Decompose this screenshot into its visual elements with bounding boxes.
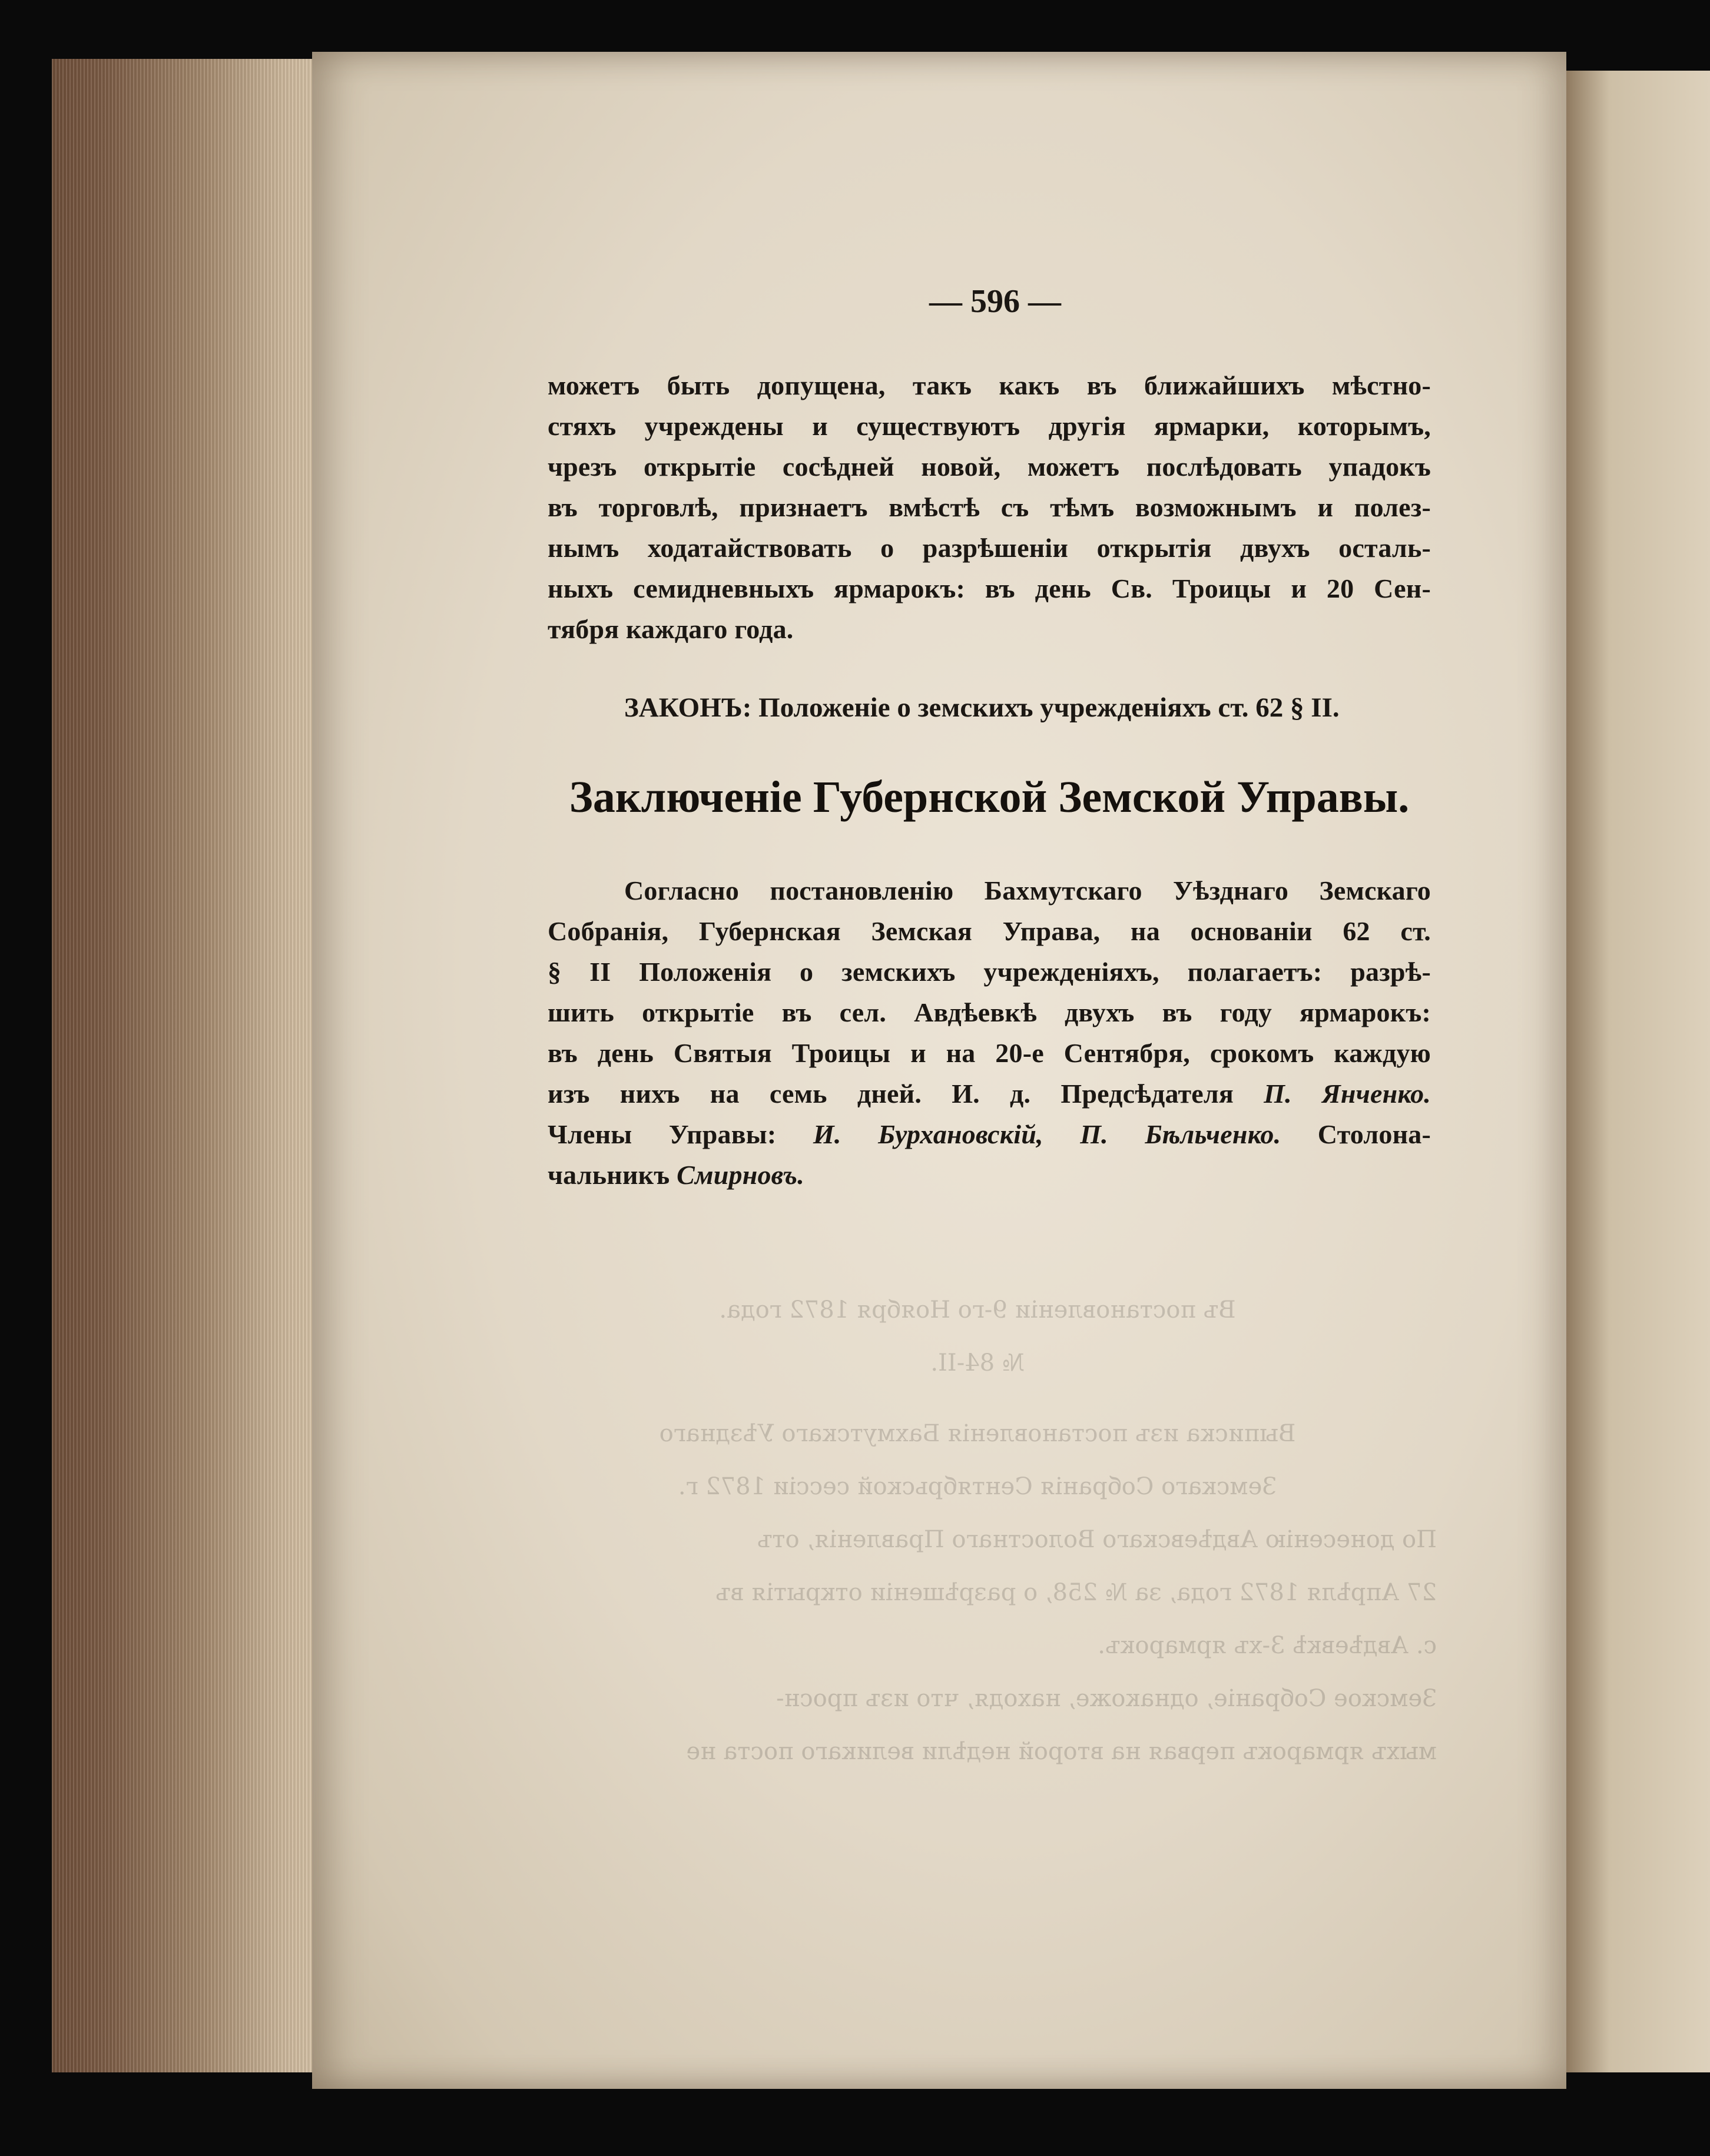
law-reference: ЗАКОНЪ: Положеніе о земскихъ учрежденіяхъ ст. 62 § II. bbox=[624, 692, 1340, 723]
bleed-line: Въ постановленіи 9-го Ноября 1872 года. bbox=[719, 1296, 1236, 1324]
bleed-line: мыхъ ярмарокъ первая на второй недѣли великаго поста не bbox=[686, 1738, 1437, 1765]
clerk-title-end: чальникъ bbox=[548, 1160, 670, 1190]
paragraph-line: въ торговлѣ, признаетъ вмѣстѣ съ тѣмъ возможнымъ и полез- bbox=[548, 492, 1431, 522]
bleed-line: № 84-II. bbox=[930, 1349, 1025, 1376]
bleed-line: 27 Апрѣля 1872 года, за № 258, о разрѣшеніи открытія въ bbox=[715, 1579, 1437, 1606]
conclusion-line: § II Положенія о земскихъ учрежденіяхъ, полагаетъ: разрѣ- bbox=[548, 957, 1431, 987]
chair-title: изъ нихъ на семь дней. И. д. Предсѣдателя bbox=[548, 1079, 1234, 1109]
conclusion-line: въ день Святыя Троицы и на 20-е Сентября, срокомъ каждую bbox=[548, 1038, 1431, 1068]
bleed-spacer bbox=[518, 1389, 1437, 1407]
conclusion-line-signature bbox=[548, 1073, 1431, 1114]
section-heading: Заключеніе Губернской Земской Управы. bbox=[569, 772, 1410, 822]
bleed-line: По донесенію Авдѣевскаго Волостнаго Правленія, отъ bbox=[757, 1526, 1437, 1553]
book-page-edges bbox=[52, 59, 323, 2072]
conclusion-line-clerk bbox=[548, 1155, 1431, 1195]
members-label: Члены Управы: bbox=[548, 1119, 777, 1149]
member-name: П. Бѣльченко. bbox=[1080, 1119, 1281, 1149]
paragraph-line: стяхъ учреждены и существуютъ другія ярмарки, которымъ, bbox=[548, 411, 1431, 441]
page-number: — 596 — bbox=[929, 283, 1061, 320]
conclusion-line-members bbox=[548, 1114, 1431, 1155]
conclusion-line: Согласно постановленію Бахмутскаго Уѣзднаго Земскаго bbox=[624, 875, 1431, 905]
chair-name: П. Янченко. bbox=[1264, 1079, 1431, 1109]
clerk-name: Смирновъ. bbox=[677, 1160, 804, 1190]
paragraph-line: можетъ быть допущена, такъ какъ въ ближайшихъ мѣстно- bbox=[548, 370, 1431, 400]
bleed-line: Земскаго Собранія Сентябрьской сессіи 1872 г. bbox=[678, 1473, 1277, 1500]
member-name: И. Бурхановскій, bbox=[813, 1119, 1043, 1149]
conclusion-line: Собранія, Губернская Земская Управа, на основаніи 62 ст. bbox=[548, 916, 1431, 946]
page-edge-lines bbox=[52, 59, 323, 2072]
bleed-line: Выписка изъ постановленія Бахмутскаго Уѣзднаго bbox=[659, 1420, 1296, 1447]
clerk-title-start: Столона- bbox=[1317, 1119, 1431, 1149]
paragraph-line: нымъ ходатайствовать о разрѣшеніи открытія двухъ осталь- bbox=[548, 533, 1431, 563]
paragraph-line: тября каждаго года. bbox=[548, 614, 794, 644]
paragraph-line: ныхъ семидневныхъ ярмарокъ: въ день Св. Троицы и 20 Сен- bbox=[548, 573, 1431, 603]
bleed-through-text bbox=[518, 1283, 1437, 1849]
conclusion-paragraph bbox=[548, 870, 1431, 1195]
bleed-line: с. Авдѣевкѣ 3-хъ ярмарокъ. bbox=[1098, 1632, 1437, 1659]
conclusion-line: шить открытіе въ сел. Авдѣевкѣ двухъ въ году ярмарокъ: bbox=[548, 997, 1431, 1027]
bleed-line: Земское Собраніе, однакоже, находя, что изъ просн- bbox=[776, 1685, 1437, 1712]
continued-paragraph bbox=[548, 365, 1431, 649]
facing-page-edge bbox=[1566, 71, 1710, 2072]
paragraph-line: чрезъ открытіе сосѣдней новой, можетъ послѣдовать упадокъ bbox=[548, 452, 1431, 482]
